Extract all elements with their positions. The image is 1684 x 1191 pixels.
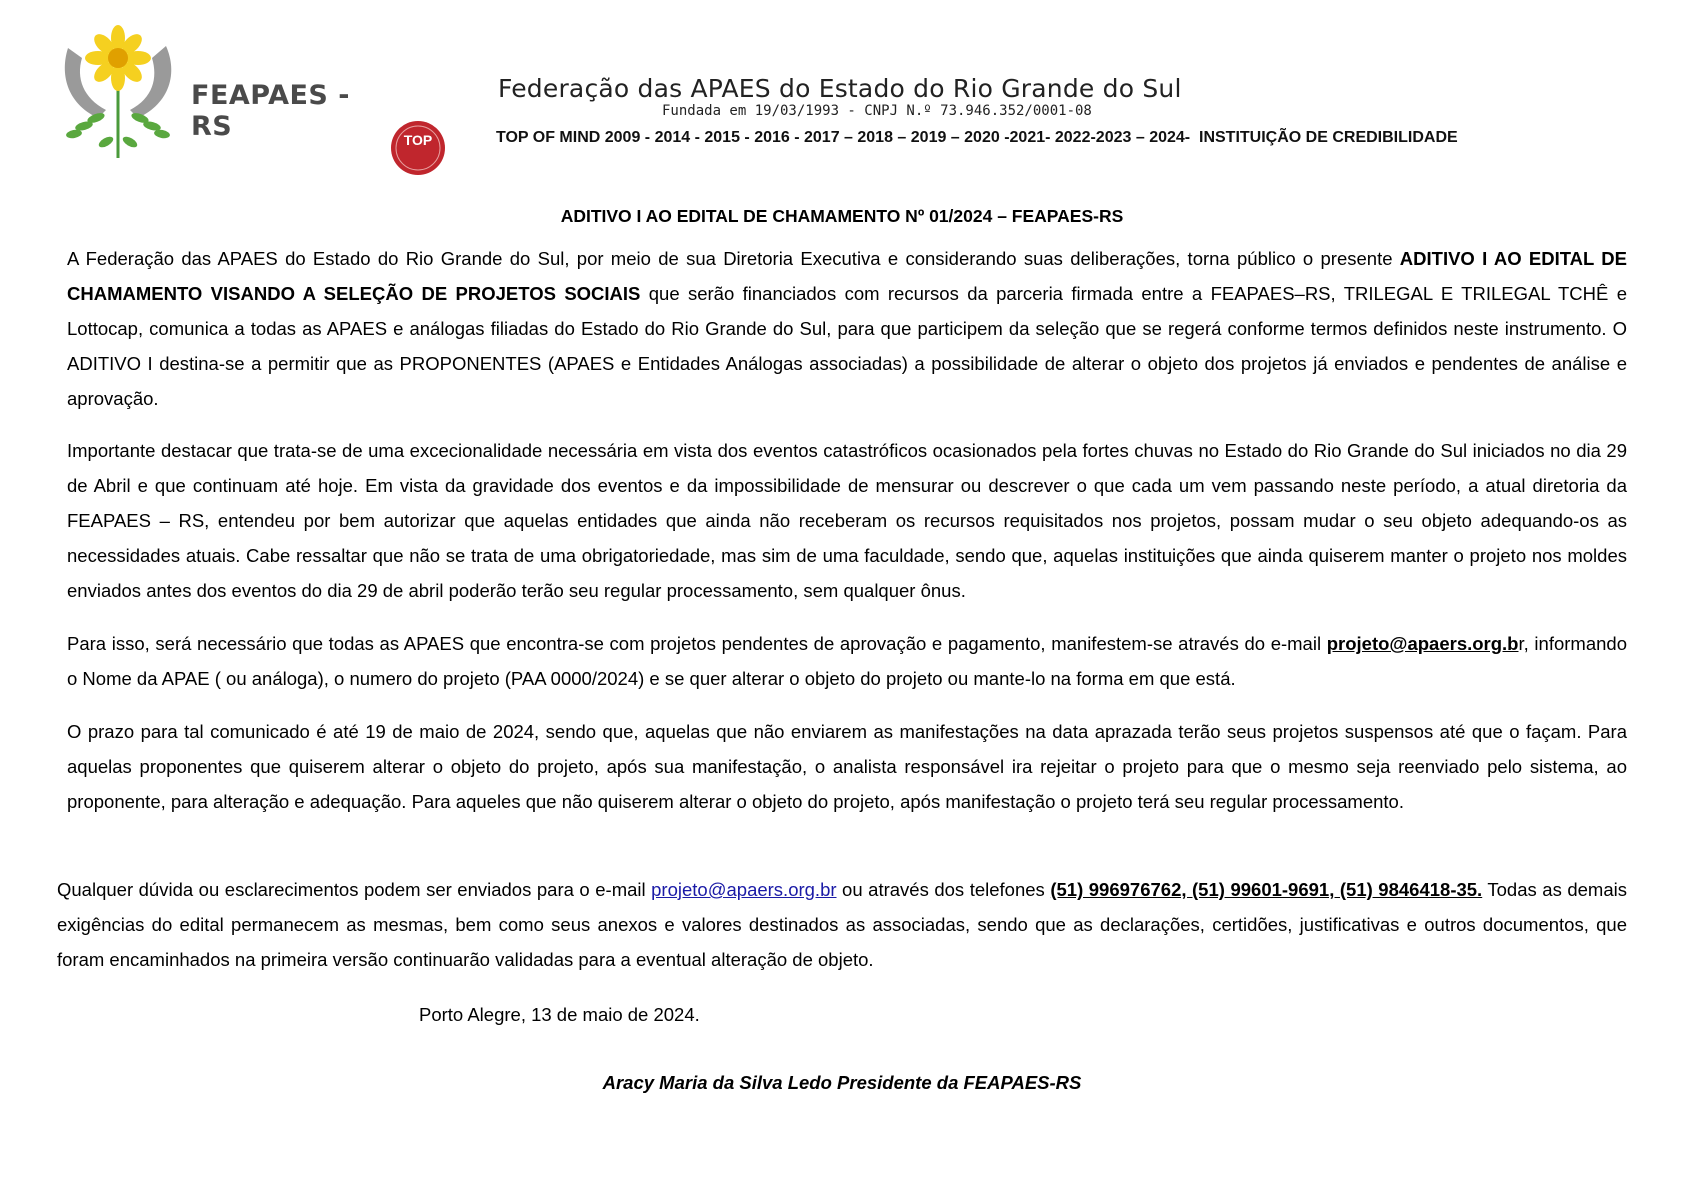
organization-name: Federação das APAES do Estado do Rio Grande do Sul [498,74,1182,103]
founded-cnpj: Fundada em 19/03/1993 - CNPJ N.º 73.946.352/0001-08 [662,103,1092,119]
p3-email-link[interactable]: projeto@apaers.org.b [1326,633,1519,654]
seal-text: TOP [403,132,433,148]
p5-text-a: Qualquer dúvida ou esclarecimentos podem ser enviados para o e-mail [57,879,652,900]
seal-icon [390,120,446,176]
p5-email-link[interactable]: projeto@apaers.org.br [651,879,837,900]
p1-bold: ADITIVO I AO EDITAL DE CHAMAMENTO VISANDO A SELEÇÃO DE PROJETOS SOCIAIS [67,248,1627,304]
document-title: ADITIVO I AO EDITAL DE CHAMAMENTO Nº 01/2024 – FEAPAES-RS [560,206,1124,226]
logo-text: FEAPAES - RS [191,80,350,142]
paragraph-2 [67,433,1627,608]
signature: Aracy Maria da Silva Ledo Presidente da FEAPAES-RS [602,1072,1082,1093]
p1-text-b: que serão financiados com recursos da parceria firmada entre a FEAPAES–RS, TRILEGAL E TRILEGAL TCHÊ e Lottocap, comunica a todas as APAES e análogas filiadas do Estado do Rio Grande do Sul, para que participem da seleção que se regerá conforme termos definidos neste instrumento. O ADITIVO I destina-se a permitir que as PROPONENTES (APAES e Entidades Análogas associadas) a possibilidade de alterar o objeto dos projetos já enviados e pendentes de análise e aprovação. [67,283,1627,409]
feapaes-logo [58,18,388,163]
p2-text: Importante destacar que trata-se de uma excecionalidade necessária em vista dos eventos catastróficos ocasionados pela fortes chuvas no Estado do Rio Grande do Sul iniciados no dia 29 de Abril e que continuam até hoje. Em vista da gravidade dos eventos e da impossibilidade de mensurar ou descrever o que cada um vem passando neste período, a atual diretoria da FEAPAES – RS, entendeu por bem autorizar que aquelas entidades que ainda não receberam os recursos requisitados nos projetos, possam mudar o seu objeto adequando-os as necessidades atuais. Cabe ressaltar que não se trata de uma obrigatoriedade, mas sim de uma faculdade, sendo que, aquelas instituições que ainda quiserem manter o projeto nos moldes enviados antes dos eventos do dia 29 de abril poderão terão seu regular processamento, sem qualquer ônus. [67,440,1627,601]
phone-numbers: (51) 996976762, (51) 99601-9691, (51) 9846418-35. [1050,879,1483,900]
p4-text: O prazo para tal comunicado é até 19 de maio de 2024, sendo que, aquelas que não enviarem as manifestações na data aprazada terão seus projetos suspensos até que o façam. Para aquelas proponentes que quiserem alterar o objeto do projeto, após sua manifestação, o analista responsável ira rejeitar o projeto para que o mesmo seja reenviado pelo sistema, ao proponente, para alteração e adequação. Para aqueles que não quiserem alterar o objeto do projeto, após manifestação o projeto terá seu regular processamento. [67,721,1627,812]
paragraph-1 [67,241,1627,416]
paragraph-3 [67,626,1627,696]
top-of-mind-line: TOP OF MIND 2009 - 2014 - 2015 - 2016 - 2017 – 2018 – 2019 – 2020 -2021- 2022-2023 – 2024- INSTITUIÇÃO DE CREDIBILIDADE [496,129,1458,146]
p3-text-b: r, informando o Nome da APAE ( ou análoga), o numero do projeto (PAA 0000/2024) e se quer alterar o objeto do projeto ou mante-lo na forma em que está. [67,633,1627,689]
top-of-mind-seal [390,120,446,176]
p1-text-a: A Federação das APAES do Estado do Rio Grande do Sul, por meio de sua Diretoria Executiva e considerando suas deliberações, torna público o presente [67,248,1400,269]
p3-text-a: Para isso, será necessário que todas as APAES que encontra-se com projetos pendentes de aprovação e pagamento, manifestem-se através do e-mail [67,633,1327,654]
paragraph-4 [67,714,1627,819]
place-date: Porto Alegre, 13 de maio de 2024. [419,1004,700,1025]
p5-text-c: Todas as demais exigências do edital permanecem as mesmas, bem como seus anexos e valores destinados as associadas, sendo que as declarações, certidões, justificativas e outros documentos, que foram encaminhados na primeira versão continuarão validadas para a eventual alteração de objeto. [57,879,1627,970]
flower-hands-icon [58,18,198,163]
paragraph-5 [57,872,1627,977]
p5-text-b: ou através dos telefones [836,879,1051,900]
